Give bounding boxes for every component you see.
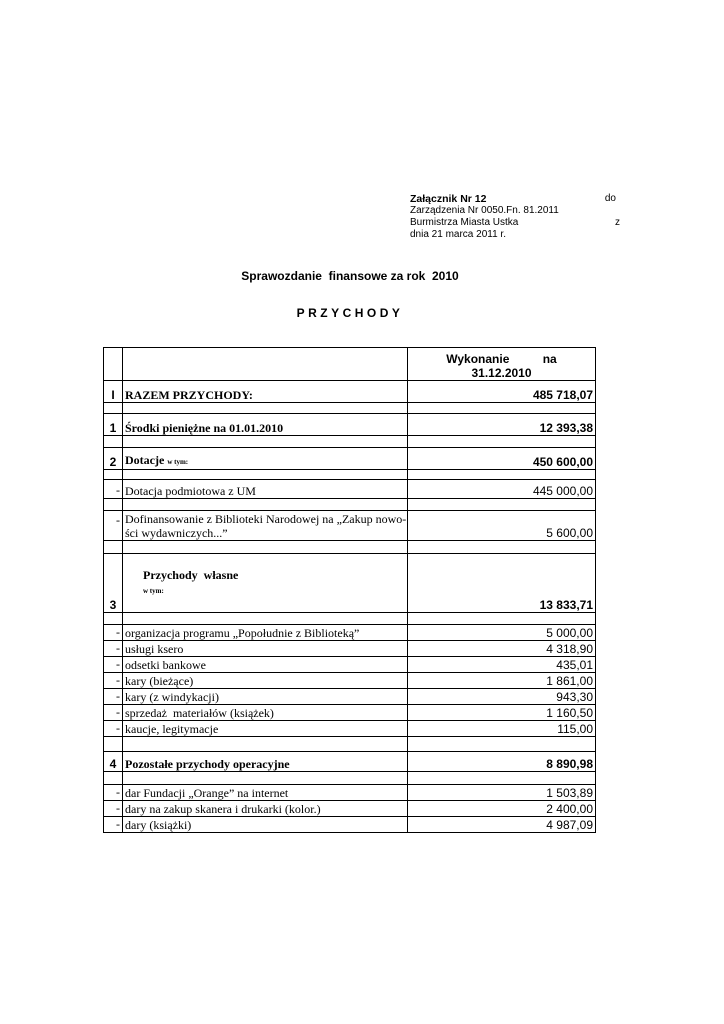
spacer-row (104, 772, 596, 785)
section-title: PRZYCHODY (296, 306, 404, 320)
header-line-1 (410, 193, 620, 205)
income-table (103, 347, 596, 833)
spacer-row (104, 436, 596, 448)
report-title: Sprawozdanie finansowe za rok 2010 (241, 269, 459, 283)
table-row: 2 Dotacje w tym: 450 600,00 (104, 448, 596, 470)
attachment-header (410, 193, 620, 241)
table-row: - sprzedaż materiałów (książek) 1 160,50 (104, 705, 596, 721)
spacer-row (104, 737, 596, 752)
table-row: I RAZEM PRZYCHODY: 485 718,07 (104, 381, 596, 403)
issuer: Burmistrza Miasta Ustka (410, 217, 519, 228)
header-line-3 (410, 217, 620, 229)
column-header-execution: Wykonanie na 31.12.2010 (408, 348, 596, 381)
spacer-row (104, 613, 596, 625)
spacer-row (104, 470, 596, 480)
table-row: - usługi ksero 4 318,90 (104, 641, 596, 657)
table-row: - kary (bieżące) 1 861,00 (104, 673, 596, 689)
table-row: 3 Przychody własne w tym: 13 833,71 (104, 554, 596, 613)
table-row: 1 Środki pieniężne na 01.01.2010 12 393,38 (104, 414, 596, 436)
table-row: - odsetki bankowe 435,01 (104, 657, 596, 673)
issue-date: dnia 21 marca 2011 r. (410, 229, 506, 240)
attachment-number: Załącznik Nr 12 (410, 193, 487, 205)
table-row: 4 Pozostałe przychody operacyjne 8 890,98 (104, 752, 596, 772)
table-row: - dar Fundacji „Orange” na internet 1 503,89 (104, 785, 596, 801)
table-row: - organizacja programu „Popołudnie z Biblioteką” 5 000,00 (104, 625, 596, 641)
spacer-row (104, 403, 596, 414)
header-z: z (615, 217, 620, 228)
table-header-row (104, 348, 596, 381)
table-row: - kary (z windykacji) 943,30 (104, 689, 596, 705)
header-do: do (604, 193, 616, 204)
table-row: - dary (książki) 4 987,09 (104, 817, 596, 833)
header-line-4 (410, 229, 620, 241)
header-line-2 (410, 205, 620, 217)
spacer-row (104, 499, 596, 511)
regulation-ref: Zarządzenia Nr 0050.Fn. 81.2011 (410, 205, 559, 216)
table-row: - kaucje, legitymacje 115,00 (104, 721, 596, 737)
table-row: - Dotacja podmiotowa z UM 445 000,00 (104, 480, 596, 499)
spacer-row (104, 541, 596, 554)
table-row: - Dofinansowanie z Biblioteki Narodowej na „Zakup nowo- ści wydawniczych...” 5 600,00 (104, 511, 596, 541)
table-row: - dary na zakup skanera i drukarki (kolor.) 2 400,00 (104, 801, 596, 817)
